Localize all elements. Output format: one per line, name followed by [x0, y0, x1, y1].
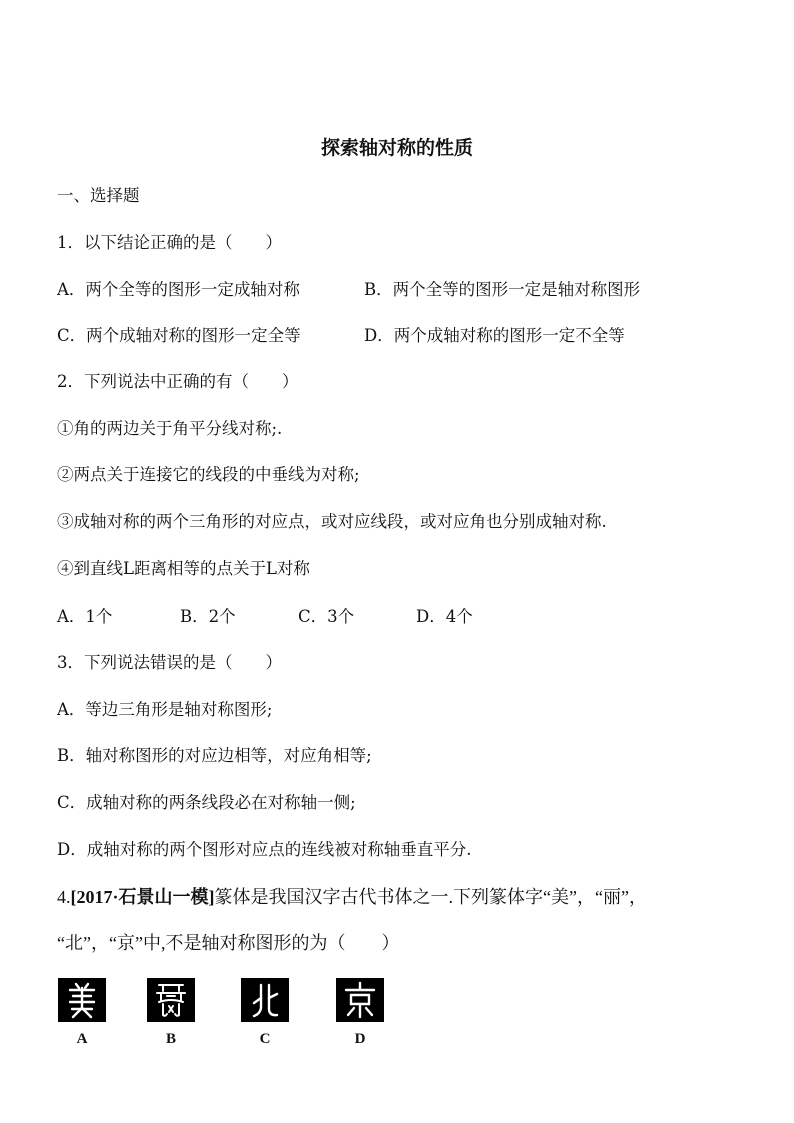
question-3-option-c: C．成轴对称的两条线段必在对称轴一侧;: [57, 793, 356, 812]
question-1-stem: 1．以下结论正确的是（ ）: [57, 233, 282, 252]
question-2-statement-1: ①角的两边关于角平分线对称;.: [57, 419, 283, 438]
page-title: 探索轴对称的性质: [320, 137, 473, 159]
question-2-statement-2: ②两点关于连接它的线段的中垂线为对称;: [57, 465, 360, 484]
question-3-stem: 3．下列说法错误的是（ ）: [57, 653, 282, 672]
question-4-stem: [57, 885, 647, 909]
question-1-option-b: B．两个全等的图形一定是轴对称图形: [364, 280, 641, 299]
section-heading: 一、选择题: [57, 186, 140, 205]
image-label-b: B: [165, 1031, 176, 1047]
question-2-option-c: C．3个: [298, 607, 355, 626]
question-2-statement-4: ④到直线L距离相等的点关于L对称: [57, 559, 310, 578]
question-1-option-a: A．两个全等的图形一定成轴对称: [57, 280, 300, 299]
image-label-a: A: [76, 1031, 88, 1047]
question-2-stem: 2．下列说法中正确的有（ ）: [57, 372, 299, 391]
question-2-option-d: D．4个: [416, 607, 473, 626]
question-2-option-a: A．1个: [57, 607, 113, 626]
question-2-option-b: B．2个: [180, 607, 236, 626]
question-4-number: 4.: [57, 887, 71, 907]
question-1-option-c: C．两个成轴对称的图形一定全等: [57, 326, 301, 345]
question-4-stem-text: 篆体是我国汉字古代书体之一.下列篆体字“美”，“丽”，: [214, 887, 647, 907]
seal-character-li-image: [147, 978, 195, 1022]
image-label-d: D: [354, 1031, 366, 1047]
question-2-statement-3: ③成轴对称的两个三角形的对应点，或对应线段，或对应角也分别成轴对称.: [57, 512, 607, 531]
question-1-option-d: D．两个成轴对称的图形一定不全等: [364, 326, 625, 345]
seal-character-jing-image: [336, 978, 384, 1022]
seal-character-bei-image: [241, 978, 289, 1022]
question-3-option-a: A．等边三角形是轴对称图形;: [57, 700, 273, 719]
question-4-source: [2017·石景山一模]: [70, 887, 215, 907]
seal-character-mei-image: [58, 978, 106, 1022]
image-label-c: C: [259, 1031, 271, 1047]
question-4-stem-line-2: “北”，“京”中,不是轴对称图形的为（ ）: [57, 933, 400, 953]
question-3-option-b: B．轴对称图形的对应边相等，对应角相等;: [57, 746, 372, 765]
question-3-option-d: D．成轴对称的两个图形对应点的连线被对称轴垂直平分.: [57, 840, 472, 859]
